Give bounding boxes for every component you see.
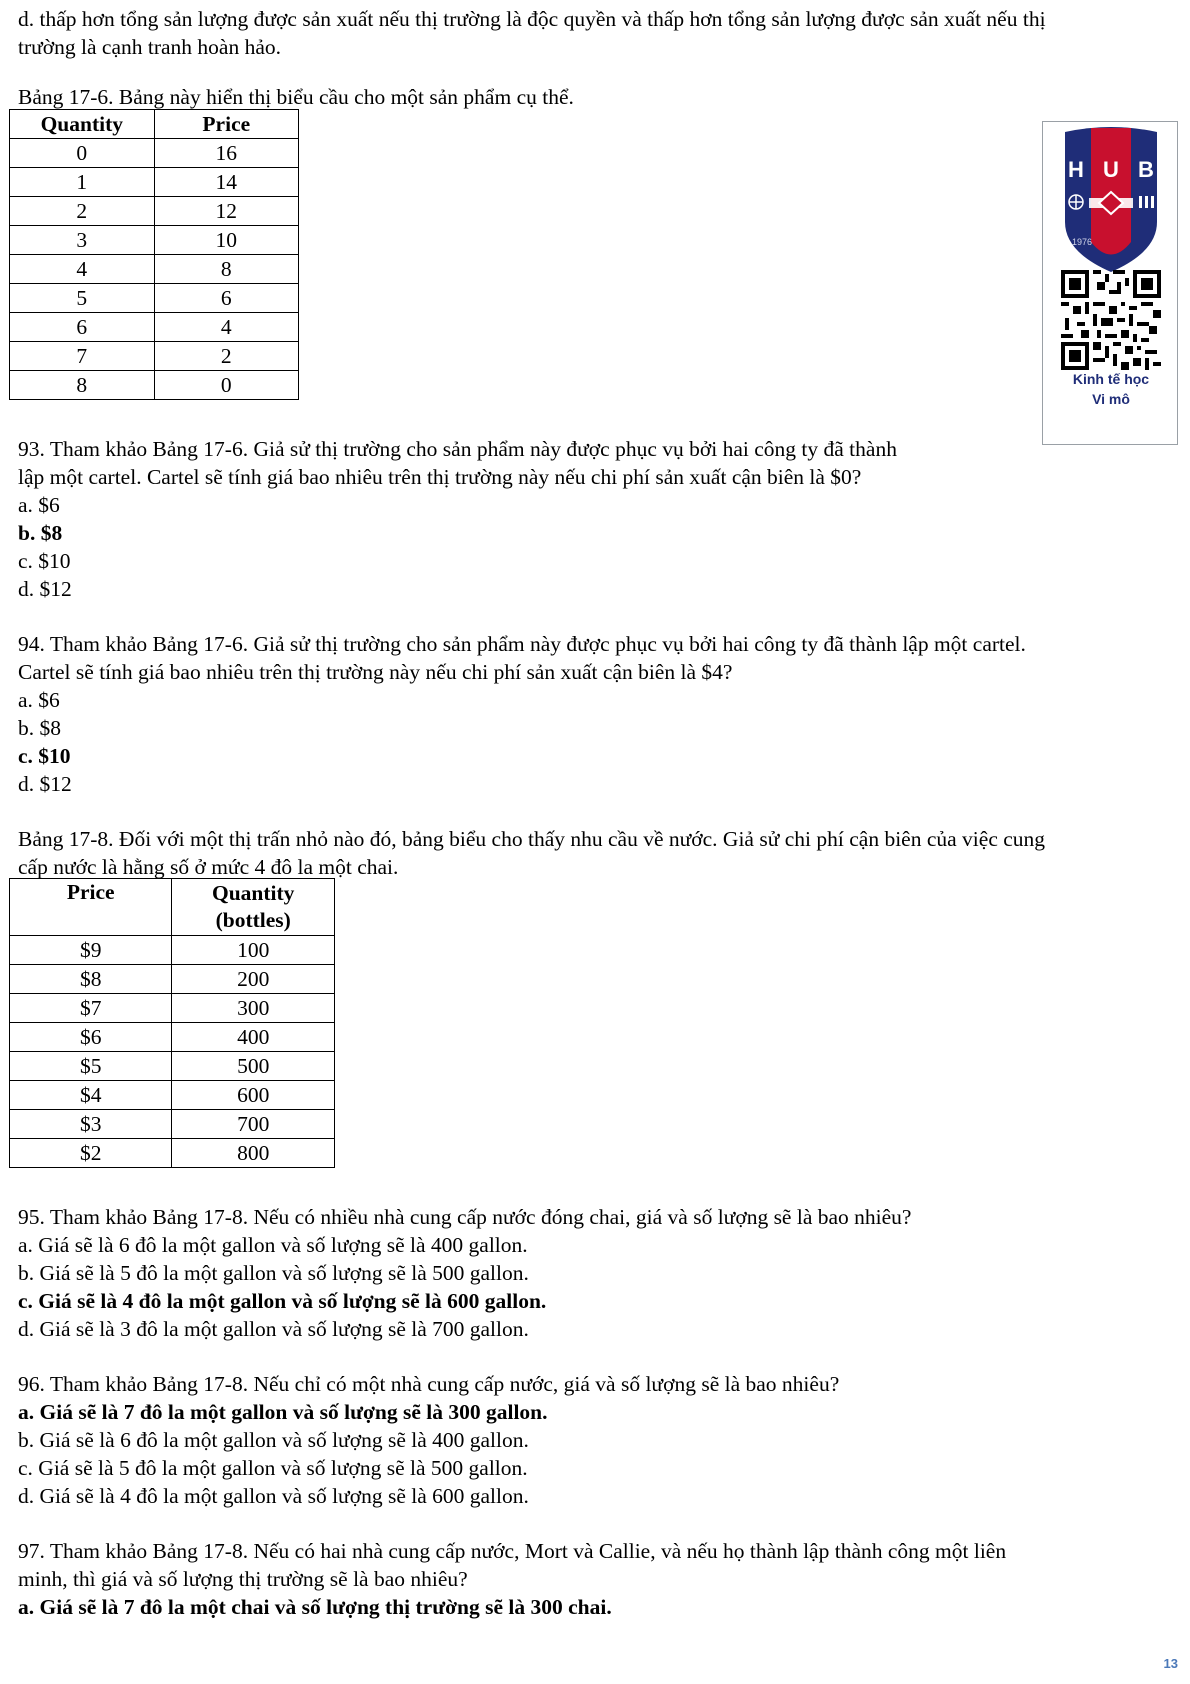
question-97 [18,1537,1178,1621]
answer-option: a. $6 [18,688,60,712]
question-text: 95. Tham khảo Bảng 17-8. Nếu có nhiều nhà cung cấp nước đóng chai, giá và số lượng sẽ là bao nhiêu? [18,1205,912,1229]
table-cell: 10 [154,226,298,255]
table-row [10,313,299,342]
header-label: Price [66,880,115,904]
logo-letter: U [1103,157,1119,182]
answer-option: b. $8 [18,716,61,740]
question-text: lập một cartel. Cartel sẽ tính giá bao nhiêu trên thị trường này nếu chi phí sản xuất cận biên là $0? [18,465,862,489]
table-cell: $9 [10,936,172,965]
table-cell: $6 [10,1023,172,1052]
qr-code [1061,270,1161,370]
table-cell: 14 [154,168,298,197]
answer-option: d. Giá sẽ là 3 đô la một gallon và số lượng sẽ là 700 gallon. [18,1317,529,1341]
table-cell: 4 [154,313,298,342]
column-header-quantity [172,879,335,936]
answer-option-correct: c. $10 [18,744,71,768]
answer-option: a. Giá sẽ là 6 đô la một gallon và số lượng sẽ là 400 gallon. [18,1233,528,1257]
table-cell: 12 [154,197,298,226]
table-header-row [10,110,299,139]
prev-question-option-d [18,5,1178,61]
answer-option: b. Giá sẽ là 5 đô la một gallon và số lượng sẽ là 500 gallon. [18,1261,529,1285]
answer-option-correct: c. Giá sẽ là 4 đô la một gallon và số lượng sẽ là 600 gallon. [18,1289,547,1313]
table-17-6-caption [18,83,1178,111]
table-cell: 0 [10,139,155,168]
table-row [10,371,299,400]
table-row [10,994,335,1023]
caption-text: Bảng 17-8. Đối với một thị trấn nhỏ nào đó, bảng biểu cho thấy nhu cầu về nước. Giả sử chi phí cận biên của việc cung [18,827,1046,851]
page-number: 13 [1163,1656,1178,1671]
question-text: 93. Tham khảo Bảng 17-6. Giả sử thị trường cho sản phẩm này được phục vụ bởi hai công ty đã thành [18,437,897,461]
answer-option: d. $12 [18,772,72,796]
question-text: 94. Tham khảo Bảng 17-6. Giả sử thị trường cho sản phẩm này được phục vụ bởi hai công ty đã thành lập một cartel. [18,632,1026,656]
answer-option: a. $6 [18,493,60,517]
table-cell: 800 [172,1139,335,1168]
table-cell: $3 [10,1110,172,1139]
table-cell: $2 [10,1139,172,1168]
answer-option: c. $10 [18,549,71,573]
question-text: minh, thì giá và số lượng thị trường sẽ là bao nhiêu? [18,1567,468,1591]
table-cell: $4 [10,1081,172,1110]
table-cell: 300 [172,994,335,1023]
question-text: 96. Tham khảo Bảng 17-8. Nếu chỉ có một nhà cung cấp nước, giá và số lượng sẽ là bao nhiêu? [18,1372,840,1396]
table-row [10,226,299,255]
table-row [10,1139,335,1168]
answer-option-correct: a. Giá sẽ là 7 đô la một chai và số lượng thị trường sẽ là 300 chai. [18,1595,612,1619]
column-header: Price [154,110,298,139]
table-row [10,965,335,994]
table-header-row [10,879,335,936]
table-cell: 400 [172,1023,335,1052]
table-cell: 4 [10,255,155,284]
question-text: 97. Tham khảo Bảng 17-8. Nếu có hai nhà cung cấp nước, Mort và Callie, và nếu họ thành lập thành công một liên [18,1539,1007,1563]
table-cell: 500 [172,1052,335,1081]
table-row [10,139,299,168]
answer-option: d. $12 [18,577,72,601]
table-cell: 16 [154,139,298,168]
table-cell: 8 [154,255,298,284]
table-17-8-caption [18,825,1178,881]
table-cell: 5 [10,284,155,313]
caption-text: cấp nước là hằng số ở mức 4 đô la một chai. [18,855,399,879]
table-row [10,255,299,284]
logo-caption-line1: Kinh tế học [1072,371,1150,387]
logo-caption-line2: Vi mô [1092,391,1130,407]
answer-option: d. Giá sẽ là 4 đô la một gallon và số lượng sẽ là 600 gallon. [18,1484,529,1508]
table-cell: 2 [10,197,155,226]
table-17-8 [9,878,335,1168]
table-row [10,1081,335,1110]
table-cell: 1 [10,168,155,197]
question-93 [18,435,1178,603]
table-row [10,197,299,226]
table-17-6 [9,109,299,400]
logo-year: 1976 [1072,237,1093,247]
table-cell: $7 [10,994,172,1023]
caption-text: Bảng 17-6. Bảng này hiển thị biểu cầu cho một sản phẩm cụ thể. [18,85,574,109]
table-cell: 7 [10,342,155,371]
column-header-price [10,879,172,936]
table-cell: 3 [10,226,155,255]
answer-option-correct: a. Giá sẽ là 7 đô la một gallon và số lượng sẽ là 300 gallon. [18,1400,548,1424]
table-cell: 200 [172,965,335,994]
column-header: Quantity [10,110,155,139]
logo-letter: B [1138,157,1154,182]
table-row [10,1052,335,1081]
answer-option-correct: b. $8 [18,521,63,545]
table-row [10,168,299,197]
question-94 [18,630,1178,798]
answer-option: c. Giá sẽ là 5 đô la một gallon và số lượng sẽ là 500 gallon. [18,1456,528,1480]
header-label: Quantity [211,881,295,905]
question-96 [18,1370,1178,1510]
table-row [10,342,299,371]
question-text: Cartel sẽ tính giá bao nhiêu trên thị trường này nếu chi phí sản xuất cận biên là $4? [18,660,733,684]
answer-option: b. Giá sẽ là 6 đô la một gallon và số lượng sẽ là 400 gallon. [18,1428,529,1452]
question-95 [18,1203,1178,1343]
table-cell: $8 [10,965,172,994]
text-line: d. thấp hơn tổng sản lượng được sản xuất nếu thị trường là độc quyền và thấp hơn tổng sản lượng được sản xuất nếu thị [18,7,1046,31]
table-row [10,936,335,965]
hub-logo-box [1042,121,1178,445]
table-cell: 6 [154,284,298,313]
table-row [10,1023,335,1052]
table-cell: 700 [172,1110,335,1139]
table-cell: 0 [154,371,298,400]
table-cell: 8 [10,371,155,400]
table-cell: $5 [10,1052,172,1081]
table-cell: 6 [10,313,155,342]
logo-letter: H [1068,157,1084,182]
table-row [10,284,299,313]
header-label: (bottles) [215,908,291,932]
table-cell: 600 [172,1081,335,1110]
table-cell: 100 [172,936,335,965]
table-row [10,1110,335,1139]
table-cell: 2 [154,342,298,371]
text-line: trường là cạnh tranh hoàn hảo. [18,35,282,59]
